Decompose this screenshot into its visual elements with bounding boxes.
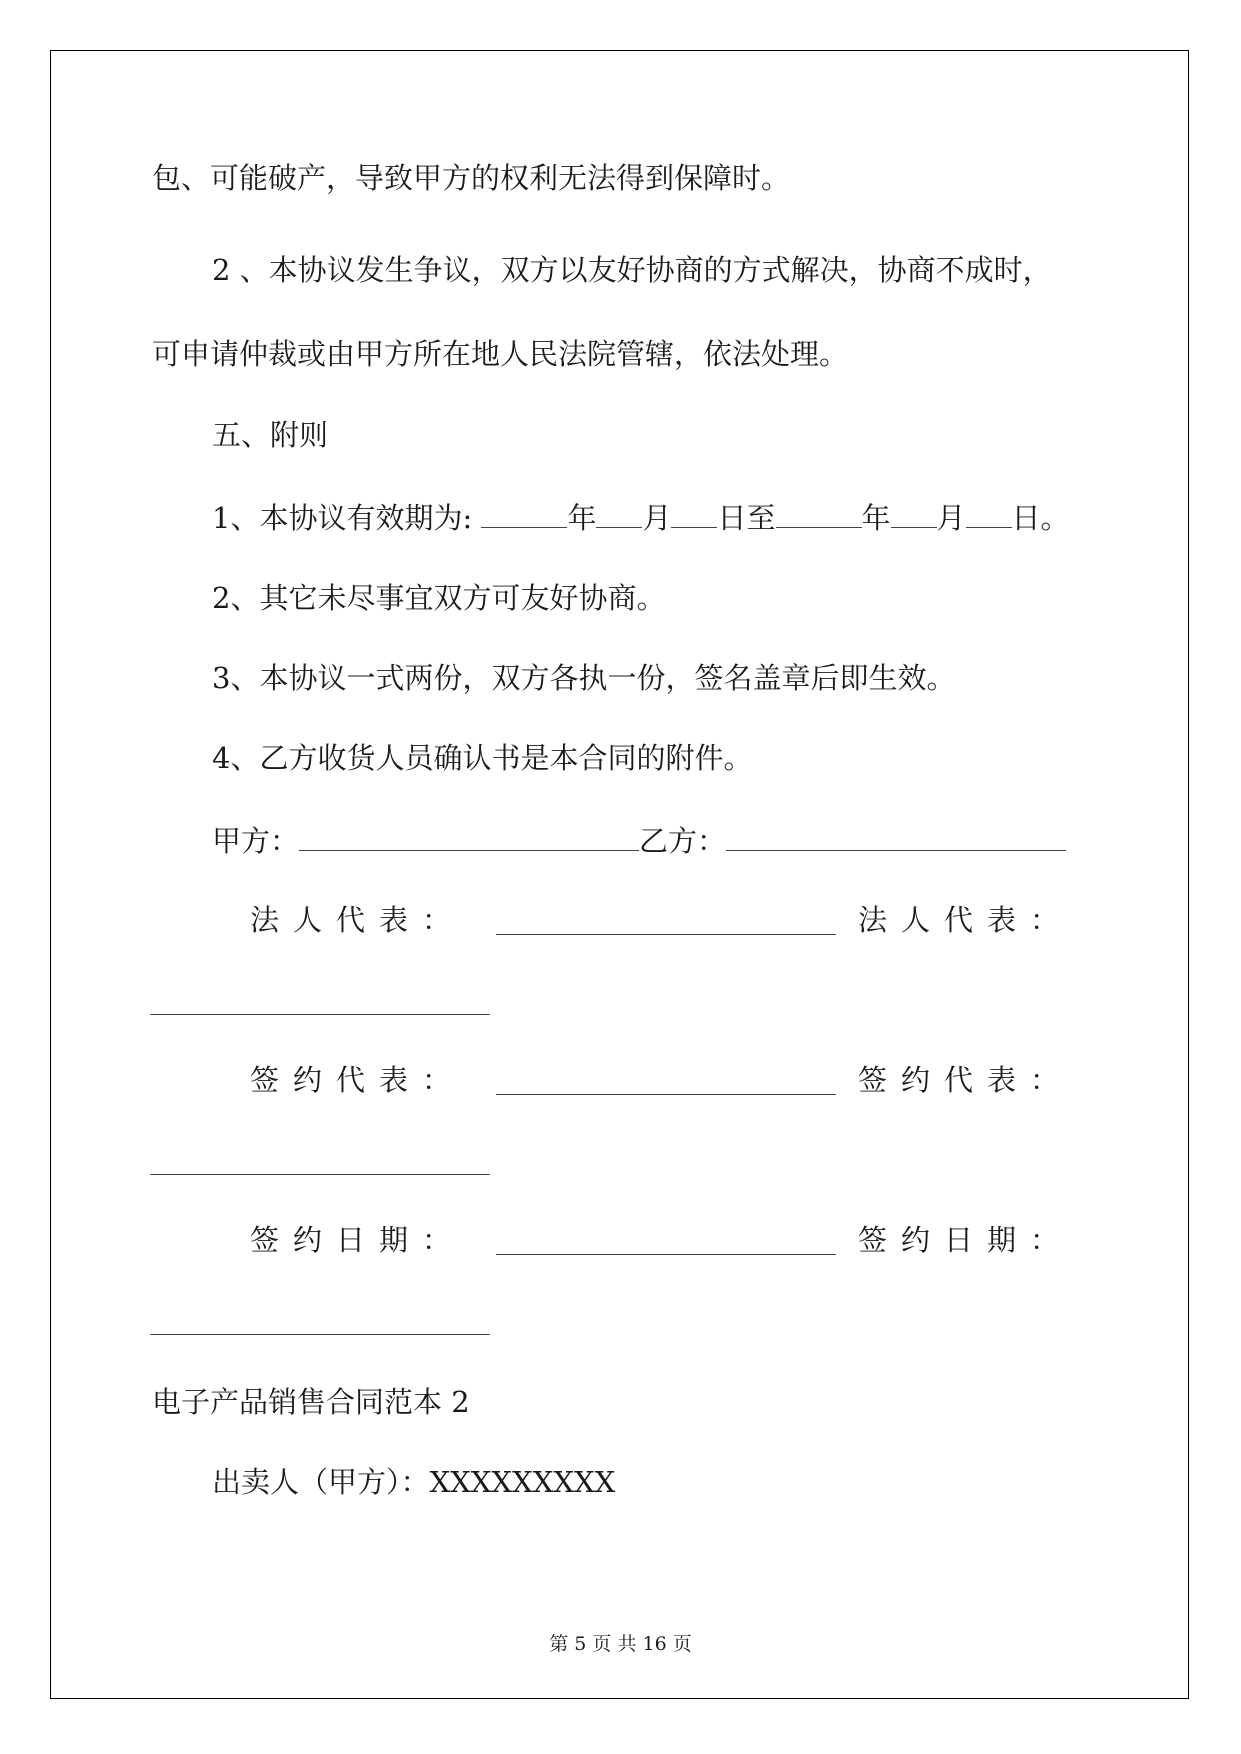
sign-date-b-label: 签约日期：	[858, 1223, 1074, 1257]
month-label: 月	[936, 501, 966, 535]
blank-field[interactable]	[891, 497, 937, 528]
legal-rep-b-field[interactable]	[150, 984, 490, 1015]
party-b-label: 乙方：	[639, 824, 727, 858]
sign-date-b-field[interactable]	[150, 1304, 490, 1335]
party-b-field[interactable]	[726, 820, 1066, 851]
party-line	[212, 820, 1066, 861]
section-heading: 五、附则	[212, 418, 329, 452]
day-label: 日至	[717, 501, 776, 535]
paragraph-text: 包、可能破产，导致甲方的权利无法得到保障时。	[152, 161, 791, 195]
blank-field[interactable]	[596, 497, 642, 528]
sign-rep-b-label: 签约代表：	[858, 1063, 1074, 1097]
year-label: 年	[567, 501, 597, 535]
legal-rep-b-label: 法人代表：	[858, 903, 1074, 937]
clause-item: 4、乙方收货人员确认书是本合同的附件。	[212, 741, 753, 775]
clause-item: 2、其它未尽事宜双方可友好协商。	[212, 581, 666, 615]
legal-rep-a-label: 法人代表：	[250, 903, 466, 937]
party-a-label: 甲方：	[212, 824, 300, 858]
day-label: 日。	[1011, 501, 1070, 535]
sign-date-a-field[interactable]	[496, 1224, 836, 1255]
blank-field[interactable]	[776, 497, 862, 528]
sign-rep-a-label: 签约代表：	[250, 1063, 466, 1097]
party-a-field[interactable]	[299, 820, 639, 851]
validity-clause	[212, 497, 1070, 538]
validity-prefix: 1、本协议有效期为:	[212, 501, 473, 535]
paragraph-text: 可申请仲裁或由甲方所在地人民法院管辖，依法处理。	[152, 337, 849, 371]
clause-item: 3、本协议一式两份，双方各执一份，签名盖章后即生效。	[212, 661, 956, 695]
blank-field[interactable]	[966, 497, 1012, 528]
blank-field[interactable]	[481, 497, 567, 528]
blank-field[interactable]	[671, 497, 717, 528]
month-label: 月	[642, 501, 672, 535]
seller-line: 出卖人（甲方）：XXXXXXXXX	[212, 1465, 616, 1499]
sign-rep-b-field[interactable]	[150, 1144, 490, 1175]
page-border	[50, 50, 1189, 1699]
year-label: 年	[861, 501, 891, 535]
legal-rep-a-field[interactable]	[496, 904, 836, 935]
contract-title: 电子产品销售合同范本 2	[152, 1385, 470, 1419]
page-number: 第 5 页 共 16 页	[549, 1633, 692, 1655]
paragraph-text: 2 、本协议发生争议，双方以友好协商的方式解决，协商不成时，	[212, 253, 1052, 287]
sign-rep-a-field[interactable]	[496, 1064, 836, 1095]
sign-date-a-label: 签约日期：	[250, 1223, 466, 1257]
